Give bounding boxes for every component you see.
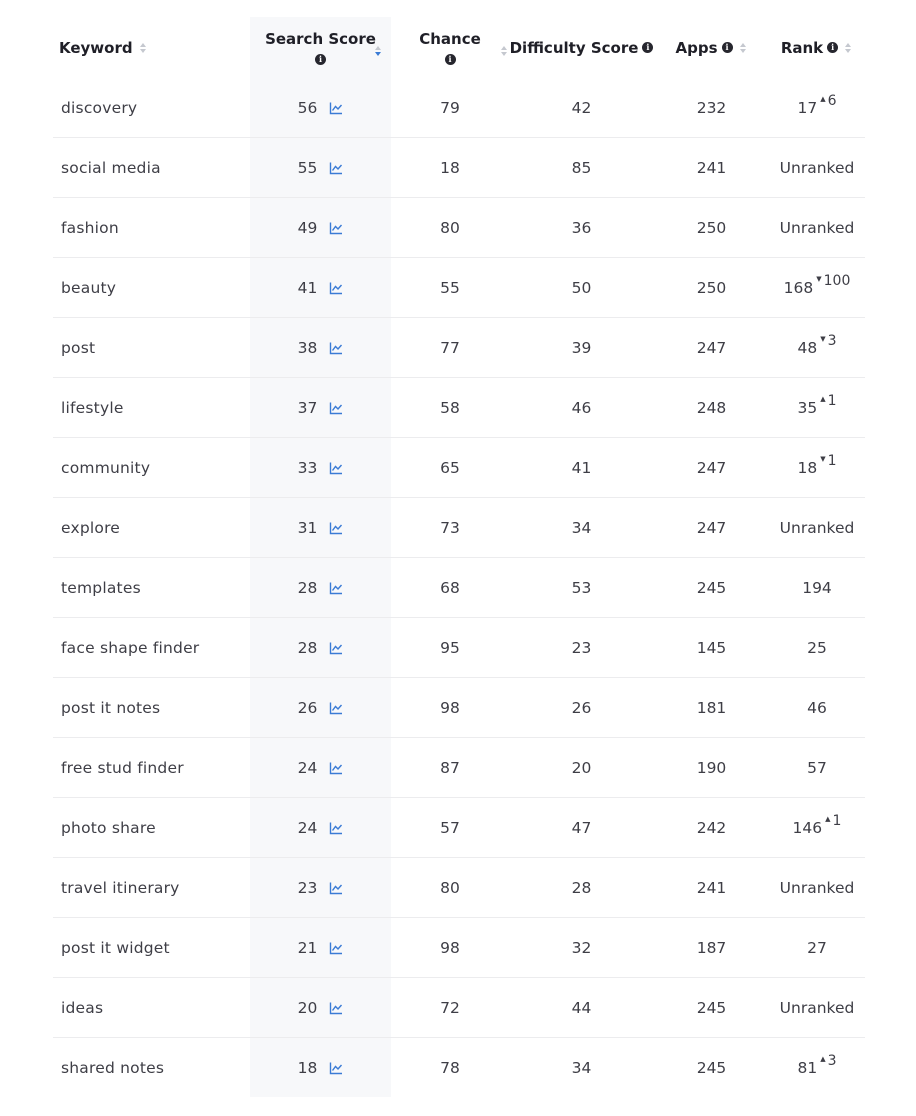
chance-cell: 72 [391,978,509,1038]
rank-value: 17 [797,98,818,117]
search-score-cell [250,198,391,258]
table-row[interactable] [53,918,865,978]
triangle-up-icon: ▲ [820,394,826,403]
apps-cell: 187 [654,918,769,978]
trend-chart-icon[interactable] [329,641,343,655]
keyword-cell[interactable]: post it notes [53,678,250,738]
apps-cell: 247 [654,498,769,558]
table-row[interactable] [53,378,865,438]
info-icon[interactable]: i [722,42,733,53]
rank-cell-content [797,1052,837,1077]
difficulty-cell: 23 [509,618,654,678]
apps-cell: 245 [654,1038,769,1098]
apps-cell: 145 [654,618,769,678]
rank-cell [769,78,865,138]
info-icon[interactable]: i [315,54,326,65]
search-score-cell [250,798,391,858]
search-score-cell [250,558,391,618]
search-score-cell [250,438,391,498]
chance-cell: 78 [391,1038,509,1098]
rank-cell-content [807,639,827,657]
table-row[interactable] [53,978,865,1038]
search-score-value: 24 [297,758,318,777]
rank-value: 168 [783,278,814,297]
rank-cell-content [797,332,837,357]
rank-delta: 1 [832,812,842,829]
rank-value: Unranked [779,158,855,177]
keyword-cell[interactable]: shared notes [53,1038,250,1098]
search-score-cell [250,258,391,318]
sort-icon[interactable] [140,42,148,54]
rank-cell-content [780,219,855,237]
search-score-cell [250,738,391,798]
rank-cell [769,798,865,858]
rank-value: 57 [807,758,827,777]
table-row[interactable] [53,498,865,558]
trend-chart-icon[interactable] [329,821,343,835]
rank-delta: 3 [827,1052,837,1069]
keyword-cell[interactable]: lifestyle [53,378,250,438]
table-row[interactable] [53,558,865,618]
header-rank-label: Rank [780,38,824,57]
rank-cell-content [783,272,851,297]
rank-value: Unranked [779,518,855,537]
table-row[interactable] [53,678,865,738]
apps-cell: 242 [654,798,769,858]
header-apps[interactable] [654,17,769,78]
triangle-up-icon: ▲ [820,1054,826,1063]
search-score-cell [250,318,391,378]
table-row[interactable] [53,738,865,798]
rank-value: Unranked [779,878,855,897]
table-row[interactable] [53,138,865,198]
table-header-row [53,17,865,78]
keyword-cell[interactable]: community [53,438,250,498]
difficulty-cell: 41 [509,438,654,498]
rank-cell [769,378,865,438]
chance-cell: 18 [391,138,509,198]
difficulty-cell: 53 [509,558,654,618]
apps-cell: 247 [654,318,769,378]
trend-chart-icon[interactable] [329,521,343,535]
rank-value: 46 [807,698,827,717]
rank-cell [769,858,865,918]
keyword-cell[interactable]: post it widget [53,918,250,978]
chance-cell: 77 [391,318,509,378]
rank-cell-content [797,452,837,477]
search-score-value: 33 [297,458,318,477]
search-score-cell [250,618,391,678]
keyword-cell[interactable]: discovery [61,98,138,117]
keyword-cell[interactable]: templates [53,558,250,618]
trend-chart-icon[interactable] [329,701,343,715]
search-score-value: 23 [297,878,318,897]
keyword-cell[interactable]: post [53,318,250,378]
rank-delta: 1 [827,392,837,409]
apps-cell: 241 [654,138,769,198]
difficulty-cell: 44 [509,978,654,1038]
search-score-cell [250,1038,391,1098]
rank-delta: 6 [827,92,837,109]
apps-cell: 245 [654,978,769,1038]
search-score-cell [250,378,391,438]
trend-chart-icon[interactable] [329,761,343,775]
header-search-score[interactable] [250,17,391,78]
chance-cell: 98 [391,678,509,738]
apps-cell: 190 [654,738,769,798]
trend-chart-icon[interactable] [329,941,343,955]
rank-value: Unranked [779,998,855,1017]
chance-cell: 80 [391,198,509,258]
rank-cell-content [797,92,837,117]
difficulty-cell: 34 [509,1038,654,1098]
rank-cell [769,618,865,678]
trend-chart-icon[interactable] [329,1001,343,1015]
difficulty-cell: 50 [509,258,654,318]
header-apps-label: Apps [675,38,718,57]
rank-value: 18 [797,458,818,477]
rank-cell-content [780,879,855,897]
table-row[interactable] [53,858,865,918]
trend-chart-icon[interactable] [329,401,343,415]
trend-chart-icon[interactable] [329,461,343,475]
apps-cell: 181 [654,678,769,738]
info-icon[interactable]: i [642,42,653,53]
trend-chart-icon[interactable] [329,161,343,175]
chance-cell: 73 [391,498,509,558]
search-score-value: 55 [297,158,318,177]
search-score-cell [250,78,391,138]
chance-cell: 80 [391,858,509,918]
rank-cell-content [807,939,827,957]
table-row[interactable] [53,798,865,858]
chance-cell: 79 [440,98,460,117]
keyword-cell[interactable]: free stud finder [53,738,250,798]
chance-cell: 65 [391,438,509,498]
table-row[interactable] [53,198,865,258]
trend-chart-icon[interactable] [329,581,343,595]
search-score-cell [250,498,391,558]
difficulty-cell: 39 [509,318,654,378]
trend-chart-icon[interactable] [329,221,343,235]
chance-cell: 95 [391,618,509,678]
table-row[interactable] [53,438,865,498]
apps-cell: 248 [654,378,769,438]
rank-cell-content [797,392,837,417]
trend-chart-icon[interactable] [329,341,343,355]
rank-cell-content [780,159,855,177]
rank-value: 27 [807,938,827,957]
trend-chart-icon[interactable] [329,281,343,295]
sort-icon[interactable] [845,42,853,54]
difficulty-cell: 32 [509,918,654,978]
rank-cell [769,918,865,978]
keyword-cell[interactable]: social media [53,138,250,198]
difficulty-cell: 42 [571,98,592,117]
table-row[interactable] [53,258,865,318]
chance-cell: 98 [391,918,509,978]
header-rank[interactable] [769,17,865,78]
search-score-value: 24 [297,818,318,837]
header-keyword[interactable] [53,17,250,78]
search-score-value: 31 [297,518,318,537]
difficulty-cell: 20 [509,738,654,798]
chance-cell: 87 [391,738,509,798]
search-score-value: 56 [297,98,318,117]
table-row[interactable] [53,318,865,378]
header-difficulty-score[interactable] [509,17,654,78]
keyword-cell[interactable]: fashion [53,198,250,258]
rank-value: 35 [797,398,818,417]
search-score-value: 49 [297,218,318,237]
trend-chart-icon[interactable] [329,881,343,895]
search-score-value: 38 [297,338,318,357]
rank-delta: 3 [827,332,837,349]
apps-cell: 245 [654,558,769,618]
keyword-cell[interactable]: explore [53,498,250,558]
rank-cell-content [792,812,842,837]
keyword-cell[interactable]: ideas [53,978,250,1038]
apps-cell: 250 [654,198,769,258]
rank-cell-content [780,519,855,537]
header-search-score-label: Search Score [265,30,376,48]
chance-cell: 57 [391,798,509,858]
difficulty-cell: 36 [509,198,654,258]
rank-cell-content [780,999,855,1017]
chance-cell: 55 [391,258,509,318]
table-row[interactable] [53,1038,865,1098]
rank-cell [769,978,865,1038]
search-score-value: 26 [297,698,318,717]
rank-cell [769,1038,865,1098]
rank-value: Unranked [779,218,855,237]
rank-cell [769,198,865,258]
search-score-value: 28 [297,638,318,657]
rank-cell [769,678,865,738]
rank-cell [769,438,865,498]
search-score-value: 18 [297,1058,318,1077]
rank-cell [769,318,865,378]
search-score-cell [250,918,391,978]
rank-value: 146 [792,818,823,837]
apps-cell: 250 [654,258,769,318]
info-icon[interactable]: i [445,54,456,65]
rank-cell [769,498,865,558]
keyword-cell[interactable]: travel itinerary [53,858,250,918]
rank-cell [769,258,865,318]
difficulty-cell: 34 [509,498,654,558]
search-score-cell [250,138,391,198]
info-icon[interactable]: i [827,42,838,53]
rank-cell [769,138,865,198]
rank-value: 48 [797,338,818,357]
rank-value: 81 [797,1058,818,1077]
keyword-cell[interactable]: beauty [53,258,250,318]
table-row[interactable] [53,78,865,138]
search-score-cell [250,858,391,918]
search-score-value: 28 [297,578,318,597]
rank-cell [769,558,865,618]
keyword-table [53,17,865,1097]
triangle-up-icon: ▲ [820,94,826,103]
keyword-cell[interactable]: photo share [53,798,250,858]
search-score-cell [250,978,391,1038]
search-score-cell [250,678,391,738]
difficulty-cell: 85 [509,138,654,198]
header-chance[interactable] [391,17,509,78]
keyword-cell[interactable]: face shape finder [53,618,250,678]
search-score-value: 41 [297,278,318,297]
rank-delta: 100 [823,272,851,289]
rank-cell-content [807,699,827,717]
triangle-up-icon: ▲ [825,814,831,823]
triangle-down-icon: ▼ [816,274,822,283]
trend-chart-icon[interactable] [329,101,343,115]
sort-icon[interactable] [501,45,509,57]
apps-cell: 232 [696,98,727,117]
search-score-value: 37 [297,398,318,417]
rank-delta: 1 [827,452,837,469]
search-score-value: 21 [297,938,318,957]
rank-cell-content [802,579,832,597]
header-difficulty-label: Difficulty Score [509,38,639,57]
difficulty-cell: 46 [509,378,654,438]
rank-value: 25 [807,638,827,657]
table-row[interactable] [53,618,865,678]
trend-chart-icon[interactable] [329,1061,343,1075]
header-chance-label: Chance [419,30,481,48]
header-keyword-label: Keyword [59,38,133,57]
difficulty-cell: 47 [509,798,654,858]
chance-cell: 68 [391,558,509,618]
triangle-down-icon: ▼ [820,454,826,463]
difficulty-cell: 28 [509,858,654,918]
sort-icon[interactable] [740,42,748,54]
difficulty-cell: 26 [509,678,654,738]
rank-cell-content [807,759,827,777]
apps-cell: 247 [654,438,769,498]
sort-icon[interactable] [375,45,383,57]
rank-cell [769,738,865,798]
apps-cell: 241 [654,858,769,918]
keyword-table-container [53,17,865,1097]
triangle-down-icon: ▼ [820,334,826,343]
chance-cell: 58 [391,378,509,438]
rank-value: 194 [802,578,832,597]
search-score-value: 20 [297,998,318,1017]
